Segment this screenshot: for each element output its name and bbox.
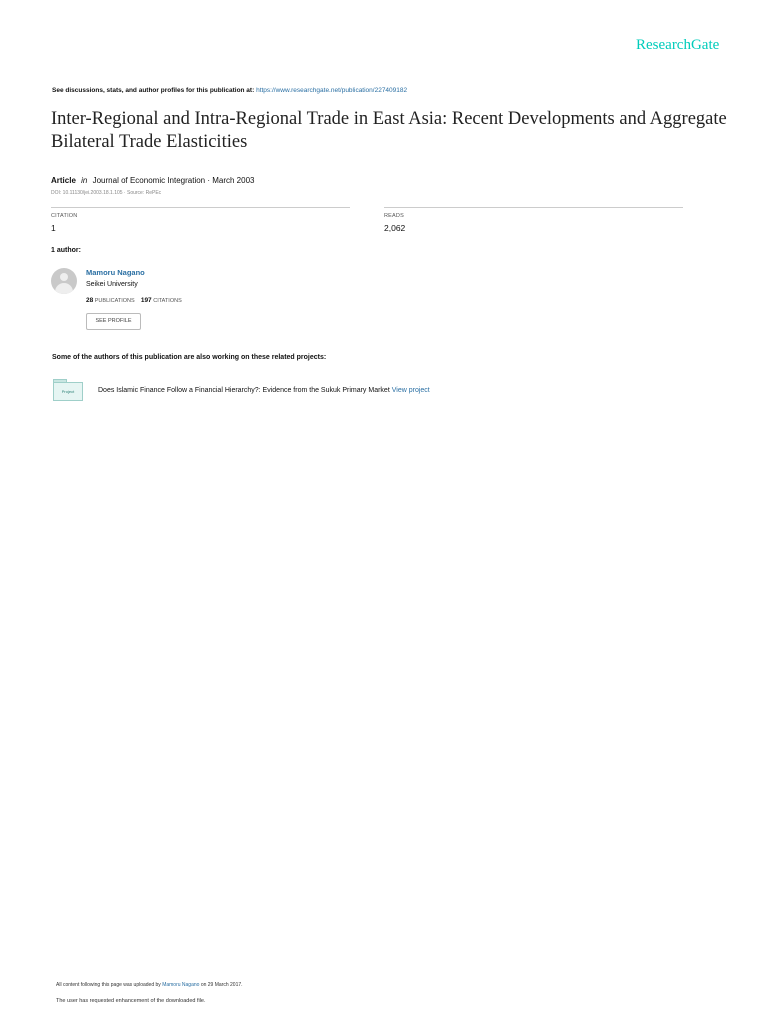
publication-url-line <box>52 87 407 94</box>
doi-text: DOI: 10.11130/jei.2003.18.1.105 · Source: RePEc <box>51 190 162 196</box>
journal-name[interactable]: Journal of Economic Integration · March 2003 <box>92 176 255 185</box>
researchgate-logo[interactable]: ResearchGate <box>636 37 720 53</box>
avatar-head-shape <box>60 273 68 281</box>
reads-divider <box>384 207 683 208</box>
in-label: in <box>81 176 88 185</box>
authors-heading: 1 author: <box>51 247 81 254</box>
enhancement-note: The user has requested enhancement of the downloaded file. <box>56 998 206 1004</box>
author-name-link[interactable]: Mamoru Nagano <box>86 268 145 277</box>
view-project-link[interactable]: View project <box>391 387 430 394</box>
project-title: Does Islamic Finance Follow a Financial Hierarchy?: Evidence from the Sukuk Primary Market <box>98 387 390 394</box>
publications-label: PUBLICATIONS <box>94 298 135 304</box>
citation-count[interactable]: 1 <box>51 223 56 233</box>
project-icon-label: Project <box>53 382 83 401</box>
citations-count: 197 <box>140 297 152 304</box>
publication-url-link[interactable]: https://www.researchgate.net/publication/227409182 <box>256 87 408 94</box>
upload-note <box>56 982 243 988</box>
project-item <box>98 387 430 394</box>
upload-date: on 29 March 2017. <box>200 982 243 988</box>
publications-count: 28 <box>86 297 94 304</box>
citation-label: CITATION <box>51 213 78 219</box>
author-institution: Seikei University <box>86 281 138 288</box>
see-profile-button[interactable]: SEE PROFILE <box>86 313 141 330</box>
related-projects-heading: Some of the authors of this publication are also working on these related projects: <box>52 354 327 361</box>
article-type: Article <box>51 176 76 185</box>
author-stats <box>86 297 182 304</box>
upload-prefix: All content following this page was uploaded by <box>56 982 161 988</box>
citation-divider <box>51 207 350 208</box>
article-title: Inter-Regional and Intra-Regional Trade in East Asia: Recent Developments and Aggregate Bilateral Trade Elasticities <box>51 109 727 152</box>
reads-label: READS <box>384 213 404 219</box>
see-discussions-text: See discussions, stats, and author profiles for this publication at: <box>52 87 255 94</box>
avatar-body-shape <box>55 283 73 294</box>
project-folder-icon[interactable] <box>53 379 83 401</box>
uploader-link[interactable]: Mamoru Nagano <box>162 982 200 988</box>
article-meta <box>51 176 254 185</box>
avatar[interactable] <box>51 268 77 294</box>
citations-label: CITATIONS <box>153 298 182 304</box>
reads-count: 2,062 <box>384 223 406 233</box>
